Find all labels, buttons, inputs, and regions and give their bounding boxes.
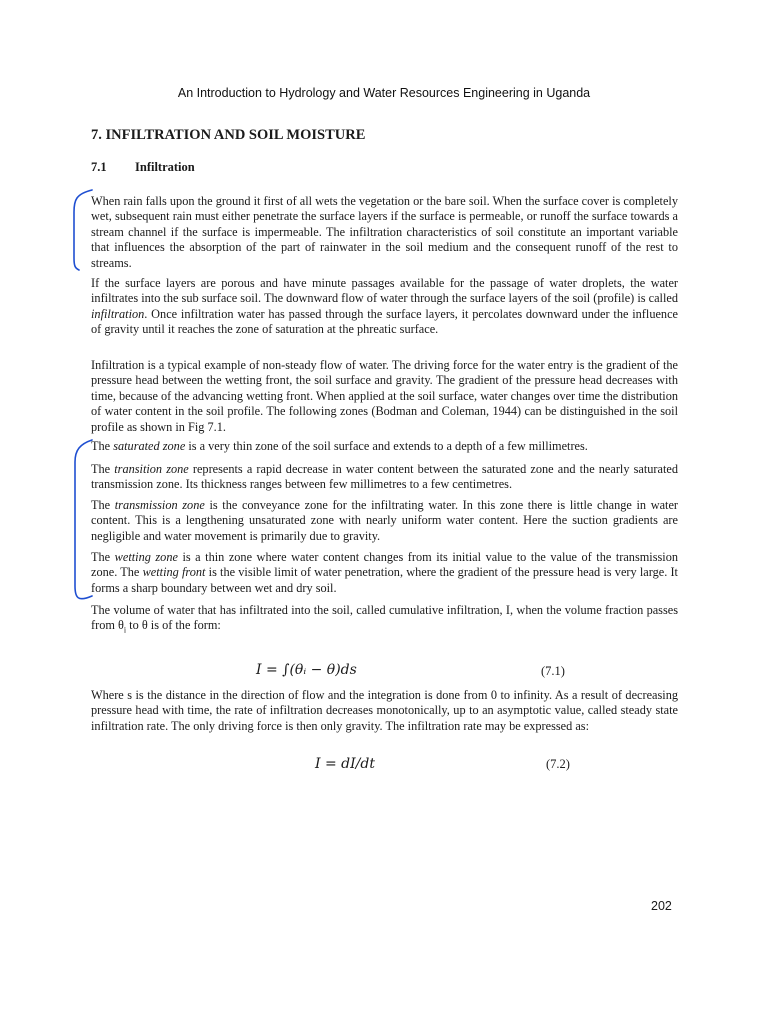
equation-7-1: I = ∫(θᵢ − θ)ds (256, 662, 357, 678)
paragraph-rainfall: When rain falls upon the ground it first of all wets the vegetation or the bare soil. When the surface cover is completely wet, subsequent rain must either penetrate the surface layers if the surface is permeable, or runoff the surface towards a stream channel if the surface is impermeable. The infiltration characteristics of soil constitute an important variable that influences the absorption of the part of rainwater in the soil medium and the consequent runoff of the rest to streams. (91, 194, 678, 270)
term-saturated-zone: saturated zone (113, 439, 186, 453)
paragraph-wetting-zone: The wetting zone is a thin zone where water content changes from its initial value to the value of the transmission zone. The wetting front is the visible limit of water penetration, where the gradient of the pressure head is very large. It forms a sharp boundary between wet and dry soil. (91, 550, 678, 595)
paragraph-infiltration-definition: If the surface layers are porous and have minute passages available for the passage of water droplets, the water infiltrates into the sub surface soil. The downward flow of water through the surface layers of the soil (profile) is called infiltration. Once infiltration water has passed through the surface layers, it percolates downward under the influence of gravity until it reaches the zone of saturation at the phreatic surface. (91, 276, 678, 337)
paragraph-transition-zone: The transition zone represents a rapid decrease in water content between the saturated zone and the nearly saturated transmission zone. Its thickness ranges between few millimetres to a few centimetres. (91, 462, 678, 492)
paragraph-infiltration-rate: Where s is the distance in the direction of flow and the integration is done from 0 to infinity. As a result of decreasing pressure head with time, the rate of infiltration decreases monotonically, up to an asymptotic value, called steady state infiltration rate. The only driving force is then only gravity. The infiltration rate may be expressed as: (91, 688, 678, 733)
paragraph-non-steady-flow: Infiltration is a typical example of non-steady flow of water. The driving force for the water entry is the gradient of the pressure head between the wetting front, the soil surface and gravity. The gradient of the pressure head decreases with time, because of the advancing wetting front. When applied at the soil surface, water changes over time the distribution of water content in the soil profile. The following zones (Bodman and Coleman, 1944) can be distinguished in the soil profile as shown in Fig 7.1. (91, 358, 678, 434)
term-infiltration: infiltration (91, 306, 145, 321)
paragraph-saturated-zone: The saturated zone is a very thin zone of the soil surface and extends to a depth of a few millimetres. (91, 439, 588, 453)
section-title: Infiltration (135, 160, 195, 174)
term-transmission-zone: transmission zone (114, 498, 205, 512)
paragraph-transmission-zone: The transmission zone is the conveyance zone for the infiltrating water. In this zone there is little change in water content. This is a lengthening unsaturated zone with nearly uniform water content. Here the suction gradients are negligible and water movement is primarily due to gravity. (91, 498, 678, 543)
page-number: 202 (651, 899, 672, 913)
handwritten-bracket-top (66, 186, 96, 276)
term-transition-zone: transition zone (114, 462, 189, 476)
section-number: 7.1 (91, 160, 107, 174)
section-heading (91, 160, 195, 175)
term-wetting-zone: wetting zone (114, 550, 178, 564)
chapter-title: 7. INFILTRATION AND SOIL MOISTURE (91, 127, 366, 143)
equation-7-2: I = dI/dt (315, 756, 375, 772)
equation-number-7-2: (7.2) (546, 757, 570, 771)
handwritten-bracket-bottom (66, 436, 96, 612)
paragraph-cumulative-infiltration: The volume of water that has infiltrated into the soil, called cumulative infiltration, I, when the volume fraction passes from $\theta_i$ to θ is of the form: (91, 603, 678, 635)
term-wetting-front: wetting front (142, 565, 206, 580)
equation-number-7-1: (7.1) (541, 664, 565, 678)
running-header: An Introduction to Hydrology and Water Resources Engineering in Uganda (177, 86, 591, 100)
